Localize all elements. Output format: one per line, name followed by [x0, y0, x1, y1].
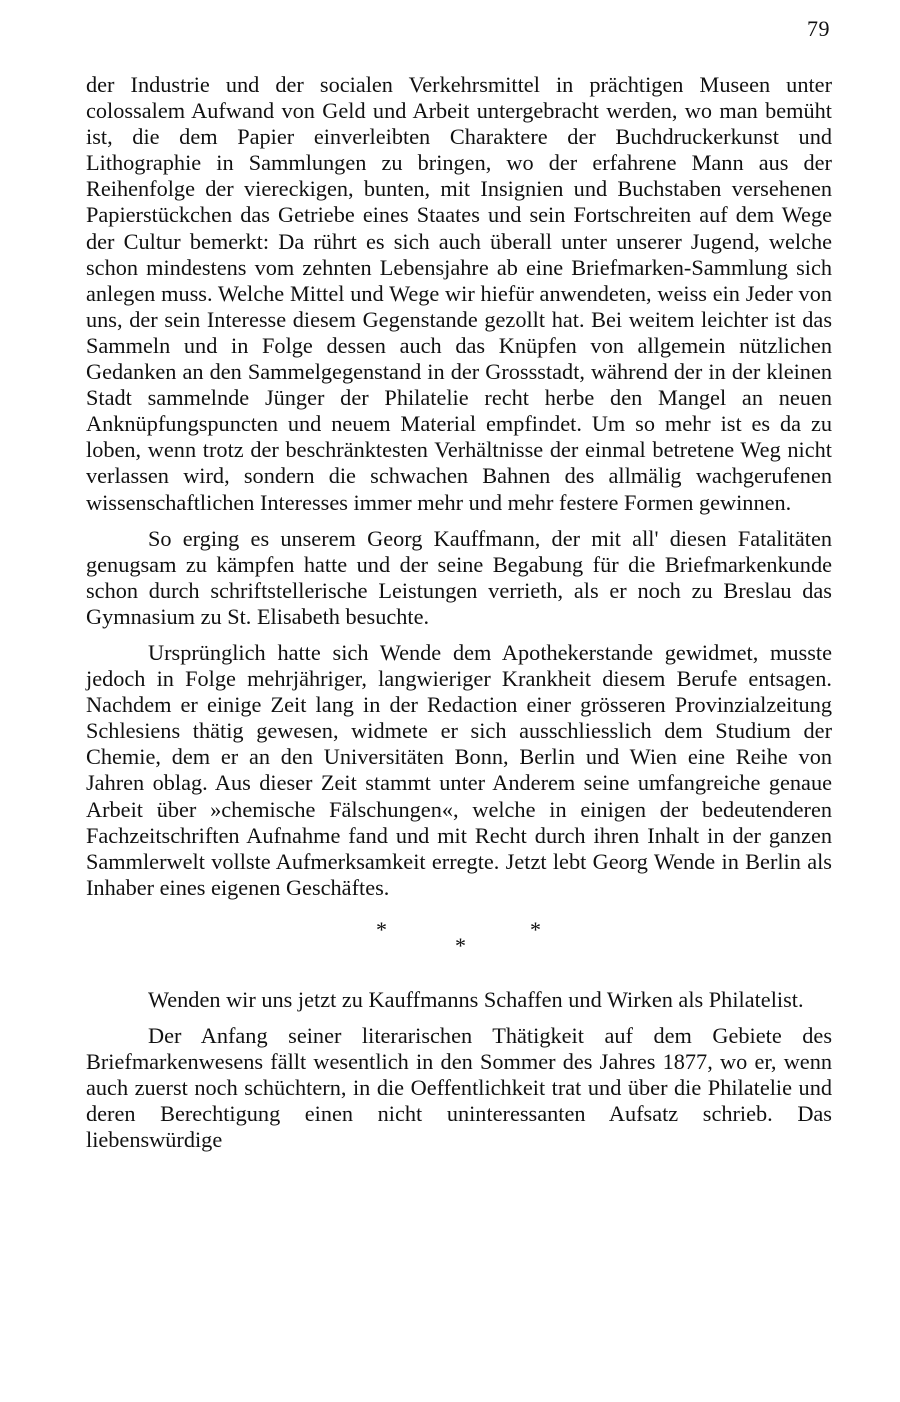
- paragraph-kauffmann-fatalities: So erging es unserem Georg Kauffmann, der mit all' diesen Fatalitäten genugsam zu kämpfen hatte und der seine Begabung für die Briefmarkenkunde schon durch schriftstellerische Leistungen verrieth, als er noch zu Breslau das Gymnasium zu St. Elisabeth besuchte.: [86, 525, 832, 629]
- section-separator: [86, 915, 832, 977]
- paragraph-gap: [86, 516, 832, 526]
- page-number: 79: [807, 16, 830, 41]
- separator-asterisk: *: [530, 916, 541, 942]
- paragraph-gap: [86, 630, 832, 640]
- separator-asterisk: *: [455, 932, 466, 958]
- paragraph-wende-biography: Ursprünglich hatte sich Wende dem Apothekerstande gewidmet, musste jedoch in Folge mehrjähriger, langwieriger Krankheit diesem Berufe entsagen. Nachdem er einige Zeit lang in der Redaction einer grösseren Provinzialzeitung Schlesiens thätig gewesen, widmete er sich ausschliesslich dem Studium der Chemie, dem er an den Universitäten Bonn, Berlin und Wien eine Reihe von Jahren oblag. Aus dieser Zeit stammt unter Anderem seine umfangreiche genaue Arbeit über »chemische Fälschungen«, welche in einigen der bedeutenderen Fachzeitschriften Aufnahme fand und mit Recht durch ihren Inhalt in der ganzen Sammlerwelt vollste Aufmerksamkeit erregte. Jetzt lebt Georg Wende in Berlin als Inhaber eines eigenen Geschäftes.: [86, 639, 832, 900]
- body-text: [86, 72, 832, 1153]
- paragraph-philatelist-intro: Wenden wir uns jetzt zu Kauffmanns Schaffen und Wirken als Philatelist.: [148, 986, 804, 1012]
- paragraph-literary-beginning: Der Anfang seiner literarischen Thätigkeit auf dem Gebiete des Briefmarkenwesens fällt wesentlich in den Sommer des Jahres 1877, wo er, wenn auch zuerst noch schüchtern, in die Oeffentlichkeit trat und über die Philatelie und deren Berechtigung einen nicht uninteressanten Aufsatz schrieb. Das liebenswürdige: [86, 1023, 832, 1153]
- paragraph-gap: [86, 1013, 832, 1023]
- paragraph-continuation: der Industrie und der socialen Verkehrsmittel in prächtigen Museen unter colossalem Aufwand von Geld und Arbeit untergebracht werden, wo man bemüht ist, die dem Papier einverleibten Charaktere der Buchdruckerkunst und Lithographie in Sammlungen zu bringen, wo der erfahrene Mann aus der Reihenfolge der viereckigen, bunten, mit Insignien und Buchstaben versehenen Papierstückchen das Getriebe eines Staates und sein Fortschreiten auf dem Wege der Cultur bemerkt: Da rührt es sich auch überall unter unserer Jugend, welche schon mindestens vom zehnten Lebensjahre ab eine Briefmarken-Sammlung sich anlegen muss. Welche Mittel und Wege wir hiefür anwendeten, weiss ein Jeder von uns, der sein Interesse diesem Gegenstande gezollt hat. Bei weitem leichter ist das Sammeln und in Folge dessen auch das Knüpfen von allgemein nützlichen Gedanken an den Sammelgegenstand in der Grossstadt, während der in der kleinen Stadt sammelnde Jünger der Philatelie recht herbe den Mangel an neuen Anknüpfungspuncten und neuem Material empfindet. Um so mehr ist es da zu loben, wenn trotz der beschränktesten Verhältnisse der einmal betretene Weg nicht verlassen wird, sondern die schwachen Bahnen des allmälig wachgerufenen wissenschaftlichen Interesses immer mehr und mehr festere Formen gewinnen.: [86, 72, 832, 515]
- separator-asterisk: *: [376, 916, 387, 942]
